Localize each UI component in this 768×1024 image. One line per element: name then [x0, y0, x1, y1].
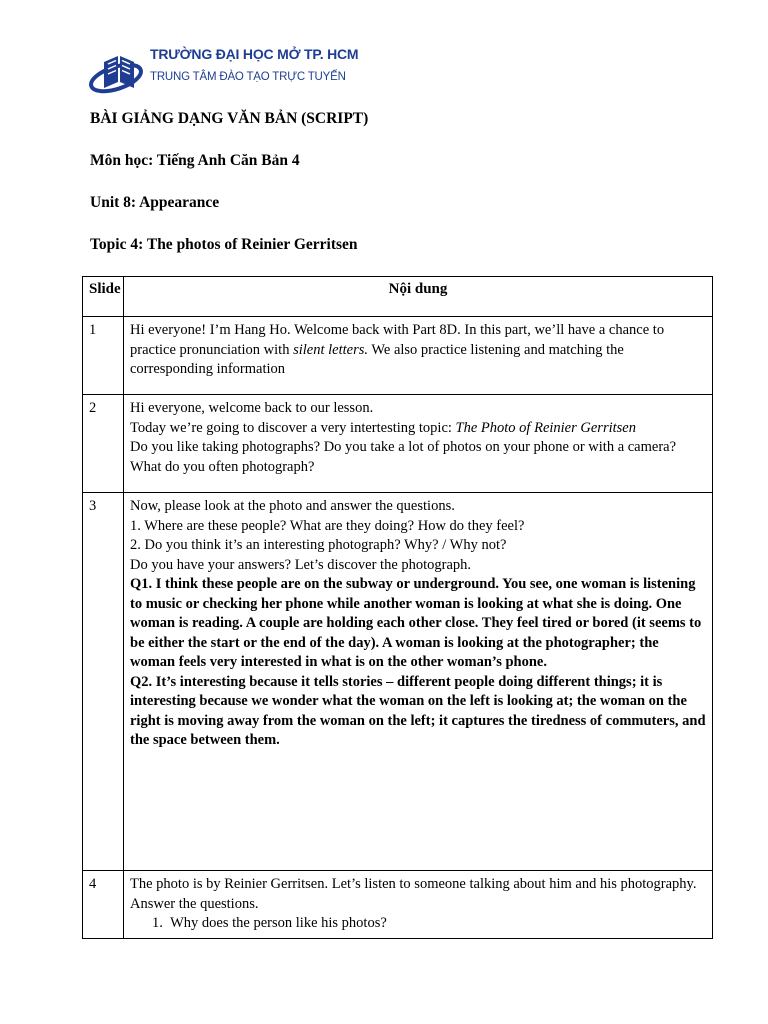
answer-q1: Q1. I think these people are on the subway or underground. You see, one woman is listening to music or checking her phone while another woman is looking at what she is doing. One woman is reading. A couple are holding each other close. They feel tired or bored (it seems to be either the start or the end of the day). A woman is looking at the photographer; the woman feels very interested in what is on the other woman’s phone.: [130, 576, 702, 670]
content-line: Do you have your answers? Let’s discover the photograph.: [130, 556, 472, 573]
book-emblem-icon: [88, 42, 148, 98]
content-emphasis: The Photo of Reinier Gerritsen: [455, 419, 636, 436]
slide-content: [124, 871, 713, 939]
slide-number: 2: [83, 395, 124, 493]
document-type-heading: BÀI GIẢNG DẠNG VĂN BẢN (SCRIPT): [90, 110, 369, 127]
unit-heading: Unit 8: Appearance: [90, 194, 220, 211]
content-text: Hi everyone! I’m Hang Ho. Welcome back with Part 8D. In this part, we’ll have a chance to practice pronunciation with: [130, 322, 665, 358]
content-emphasis: silent letters.: [293, 341, 368, 358]
logo-title: TRƯỜNG ĐẠI HỌC MỞ TP. HCM: [150, 46, 359, 62]
answer-q2: Q2. It’s interesting because it tells stories – different people doing different things; it is interesting because we wonder what the woman on the left is looking at; the woman on the right is moving away from the woman on the left; it captures the tiredness of commuters, and the space between them.: [130, 673, 706, 748]
content-line: Hi everyone, welcome back to our lesson.: [130, 400, 374, 416]
slide-content: [124, 317, 713, 395]
list-item: [130, 914, 706, 934]
course-heading: Môn học: Tiếng Anh Căn Bản 4: [90, 152, 300, 169]
slide-number: 3: [83, 493, 124, 871]
table-row: [83, 493, 713, 871]
list-item-text: Why does the person like his photos?: [170, 915, 387, 931]
content-line: Now, please look at the photo and answer the questions.: [130, 498, 455, 514]
slide-number: 4: [83, 871, 124, 939]
slide-content: [124, 395, 713, 493]
university-logo: [88, 40, 359, 100]
topic-heading: Topic 4: The photos of Reinier Gerritsen: [90, 236, 358, 253]
content-line: 1. Where are these people? What are they doing? How do they feel?: [130, 517, 525, 534]
content-text: Today we’re going to discover a very intertesting topic:: [130, 419, 456, 436]
content-line: Do you like taking photographs? Do you take a lot of photos on your phone or with a camera? What do you often photograph?: [130, 439, 677, 475]
content-column-header: Nội dung: [124, 277, 713, 317]
slide-column-header: Slide: [83, 277, 124, 317]
table-row: [83, 317, 713, 395]
slide-content: [124, 493, 713, 871]
content-line: The photo is by Reinier Gerritsen. Let’s listen to someone talking about him and his photography. Answer the questions.: [130, 876, 697, 912]
logo-subtitle: TRUNG TÂM ĐÀO TẠO TRỰC TUYẾN: [150, 71, 346, 83]
content-line: 2. Do you think it’s an interesting photograph? Why? / Why not?: [130, 537, 507, 553]
slide-number: 1: [83, 317, 124, 395]
content-text: We also practice listening and matching the corresponding information: [130, 341, 624, 377]
content-line: [130, 419, 706, 439]
table-header-row: [83, 277, 713, 317]
list-item-number: 1.: [152, 915, 163, 931]
script-table: [82, 276, 713, 939]
table-row: [83, 871, 713, 939]
table-row: [83, 395, 713, 493]
